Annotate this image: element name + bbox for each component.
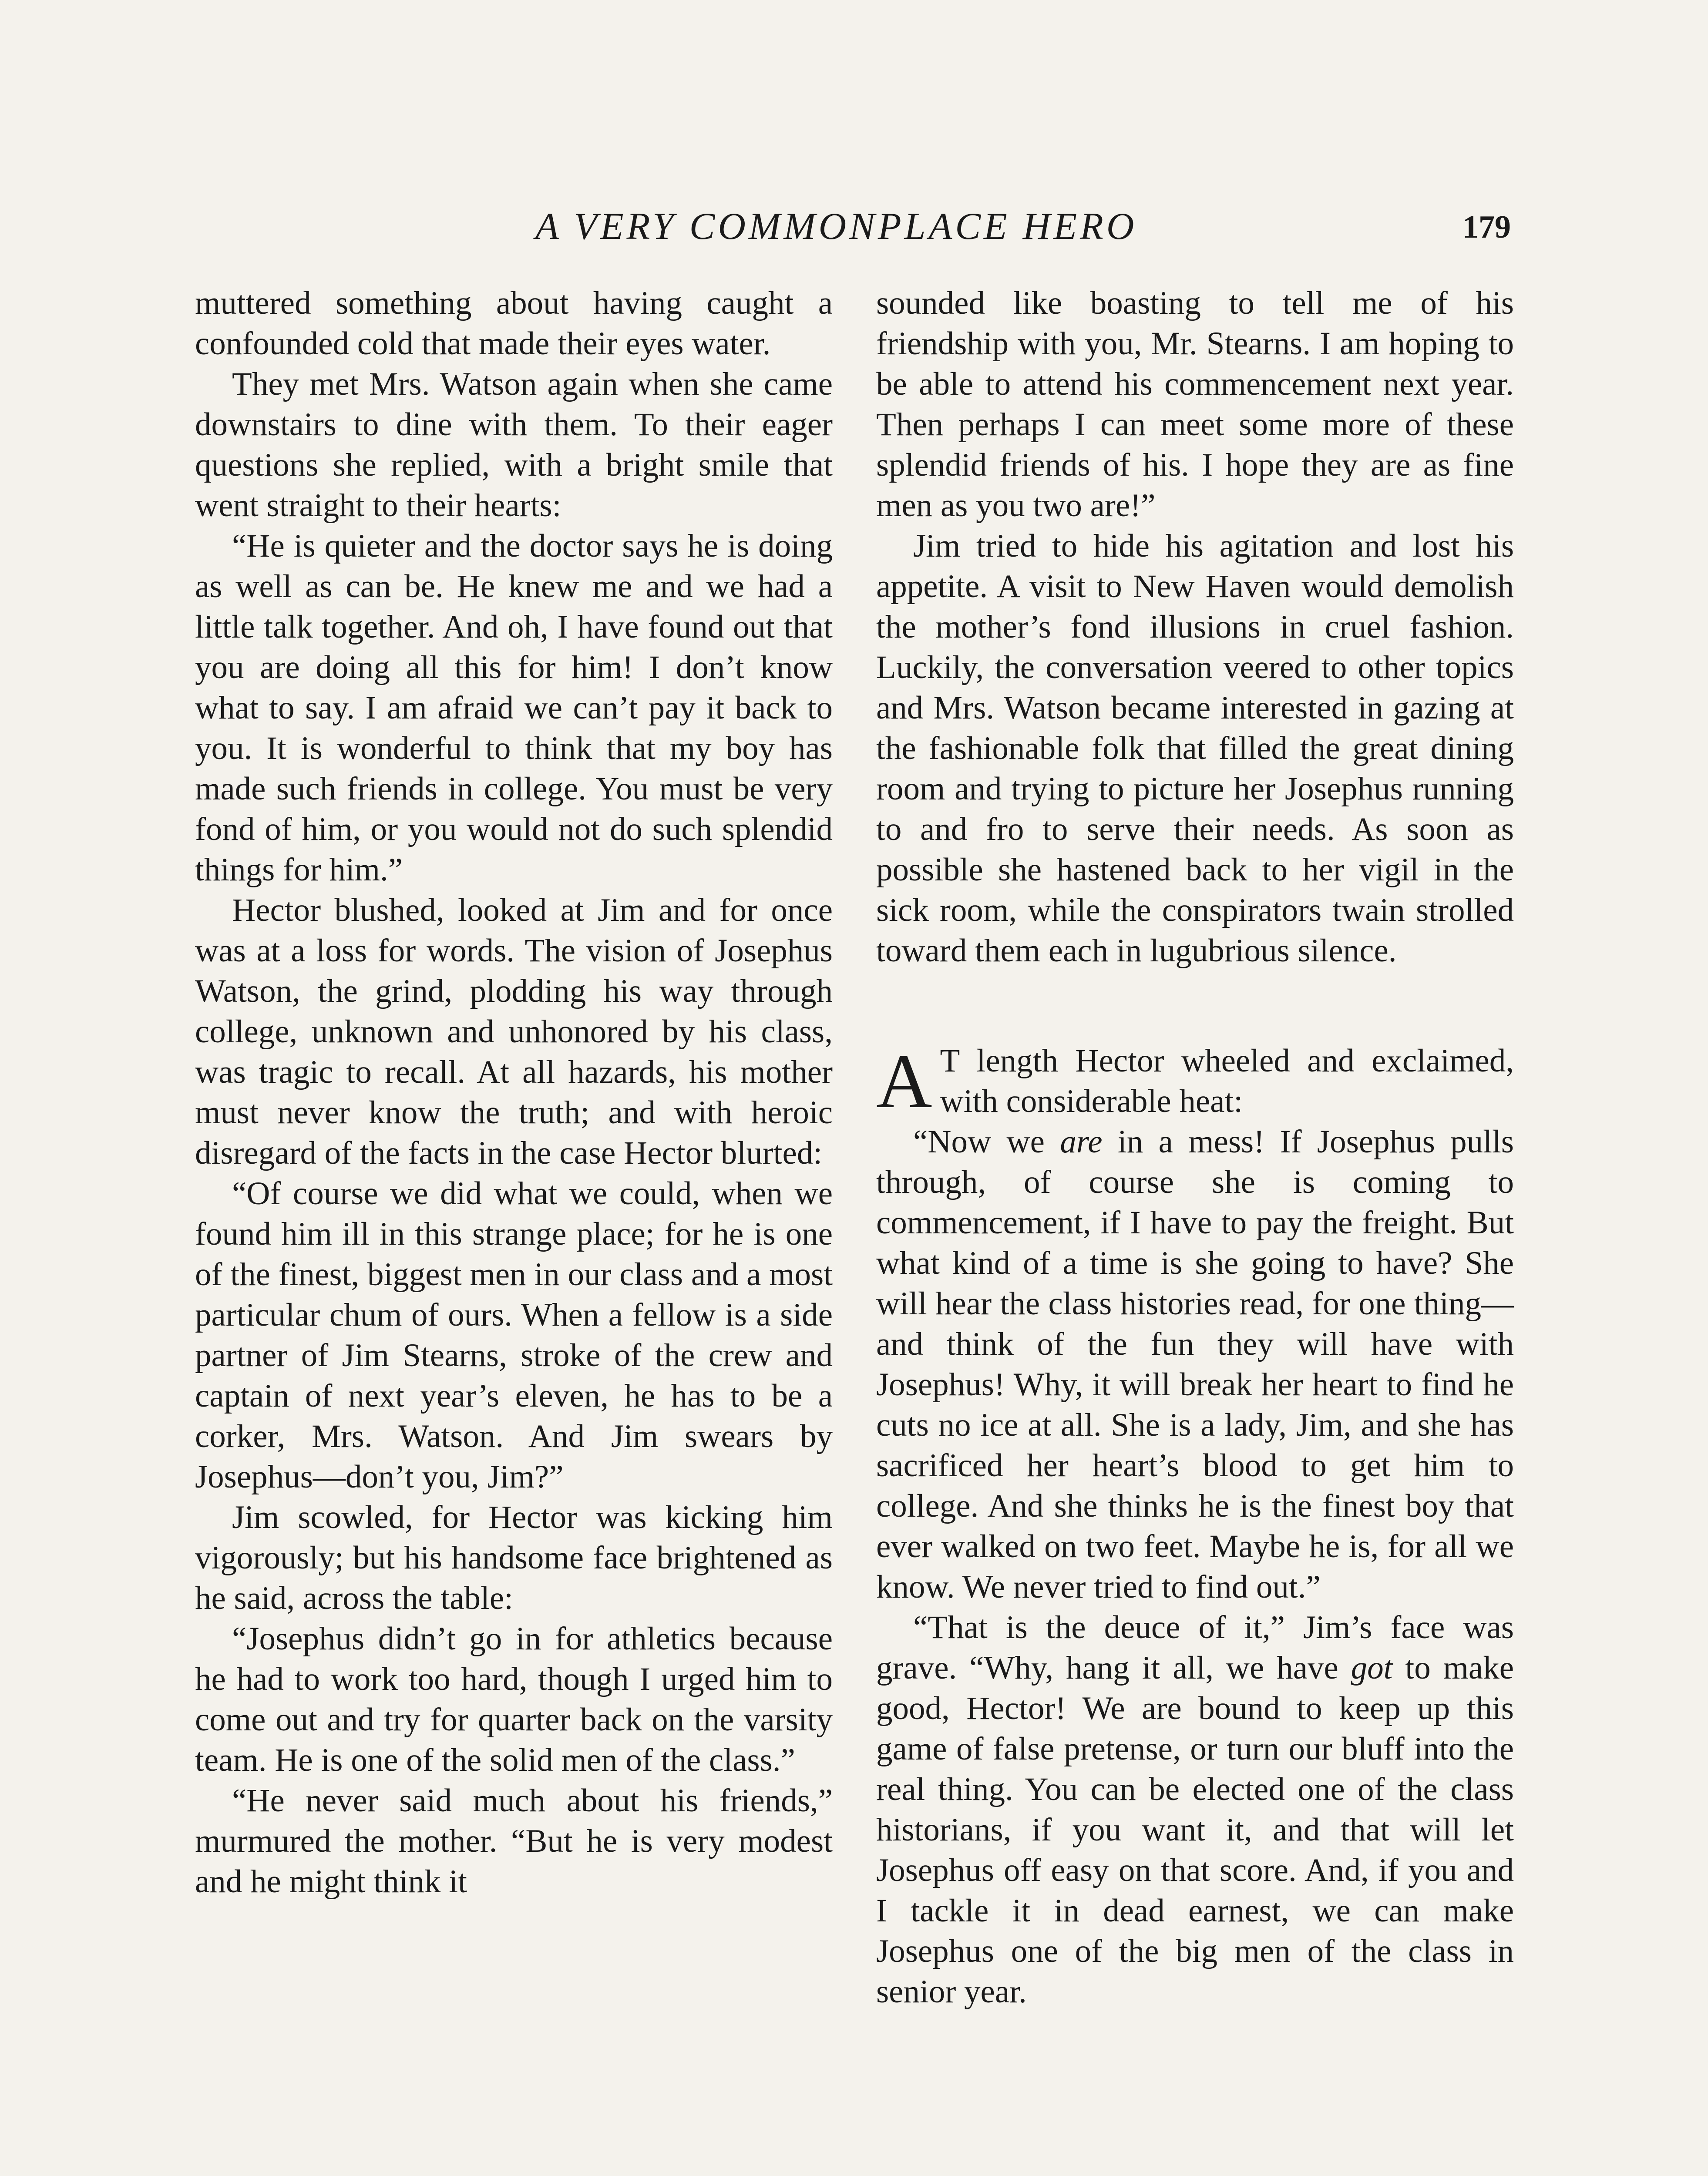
page-number: 179 — [1463, 209, 1511, 245]
section-opening-paragraph — [876, 1038, 1514, 1124]
paragraph-text: “That is the deuce of it,” Jim’s face was grave. “Why, hang it all, we have — [876, 1609, 1514, 1686]
left-column — [195, 283, 833, 1902]
paragraph: They met Mrs. Watson again when she came downstairs to dine with them. To their eager questions she replied, with a bright smile that went straight to their hearts: — [195, 366, 833, 524]
paragraph-text: in a mess! If Josephus pulls through, of course she is coming to commencement, if I have to pay the freight. But what kind of a time is she going to have? She will hear the class histories read, for one thing—and think of the fun they will have with Josephus! Why, it will break her heart to find he cuts no ice at all. She is a lady, Jim, and she has sacrificed her heart’s blood to get him to college. And she thinks he is the finest boy that ever walked on two feet. Maybe he is, for all we know. We never tried to find out.” — [876, 1124, 1514, 1605]
paragraph: Hector blushed, looked at Jim and for once was at a loss for words. The vision of Josephus Watson, the grind, plodding his way through college, unknown and unhonored by his class, was tragic to recall. At all hazards, his mother must never know the truth; and with heroic disregard of the facts in the case Hector blurted: — [195, 892, 833, 1171]
section-break — [876, 971, 1514, 1041]
paragraph: sounded like boasting to tell me of his friendship with you, Mr. Stearns. I am hoping to be able to attend his commencement next year. Then perhaps I can meet some more of these splendid friends of his. I hope they are as fine men as you two are!” — [876, 285, 1514, 524]
paragraph: “He never said much about his friends,” murmured the mother. “But he is very modest and he might think it — [195, 1783, 833, 1900]
paragraph: “Josephus didn’t go in for athletics because he had to work too hard, though I urged him to come out and try for quarter back on the varsity team. He is one of the solid men of the class.” — [195, 1621, 833, 1778]
paragraph: muttered something about having caught a confounded cold that made their eyes water. — [195, 285, 833, 362]
italic-emphasis: are — [1060, 1124, 1103, 1160]
paragraph: Jim tried to hide his agitation and lost his appetite. A visit to New Haven would demolish the mother’s fond illusions in cruel fashion. Luckily, the conversation veered to other topics and Mrs. Watson became interested in gazing at the fashionable folk that filled the great dining room and trying to picture her Josephus running to and fro to serve their needs. As soon as possible she hastened back to her vigil in the sick room, while the conspirators twain strolled toward them each in lugubrious silence. — [876, 528, 1514, 969]
paragraph: Jim scowled, for Hector was kicking him vigorously; but his handsome face brightened as he said, across the table: — [195, 1499, 833, 1616]
right-column — [876, 283, 1514, 2012]
paragraph-text: to make good, Hector! We are bound to keep up this game of false pretense, or turn our bluff into the real thing. You can be elected one of the class historians, if you want it, and that will let Josephus off easy on that score. And, if you and I tackle it in dead earnest, we can make Josephus one of the big men of the class in senior year. — [876, 1650, 1514, 2010]
paragraph: “Of course we did what we could, when we found him ill in this strange place; for he is one of the finest, biggest men in our class and a most particular chum of ours. When a fellow is a side partner of Jim Stearns, stroke of the crew and captain of next year’s eleven, he has to be a corker, Mrs. Watson. And Jim swears by Josephus—don’t you, Jim?” — [195, 1175, 833, 1495]
paragraph — [876, 1122, 1514, 1607]
running-header-title: A VERY COMMONPLACE HERO — [535, 205, 1137, 248]
paragraph: “He is quieter and the doctor says he is doing as well as can be. He knew me and we had a little talk together. And oh, I have found out that you are doing all this for him! I don’t know what to say. I am afraid we can’t pay it back to you. It is wonderful to think that my boy has made such friends in college. You must be very fond of him, or you would not do such splendid things for him.” — [195, 528, 833, 888]
paragraph — [876, 1607, 1514, 2012]
italic-emphasis: got — [1351, 1650, 1393, 1686]
drop-cap: A — [876, 1038, 932, 1124]
paragraph-text: “Now we — [913, 1124, 1060, 1160]
paragraph-text: T length Hector wheeled and exclaimed, with considerable heat: — [940, 1043, 1514, 1119]
